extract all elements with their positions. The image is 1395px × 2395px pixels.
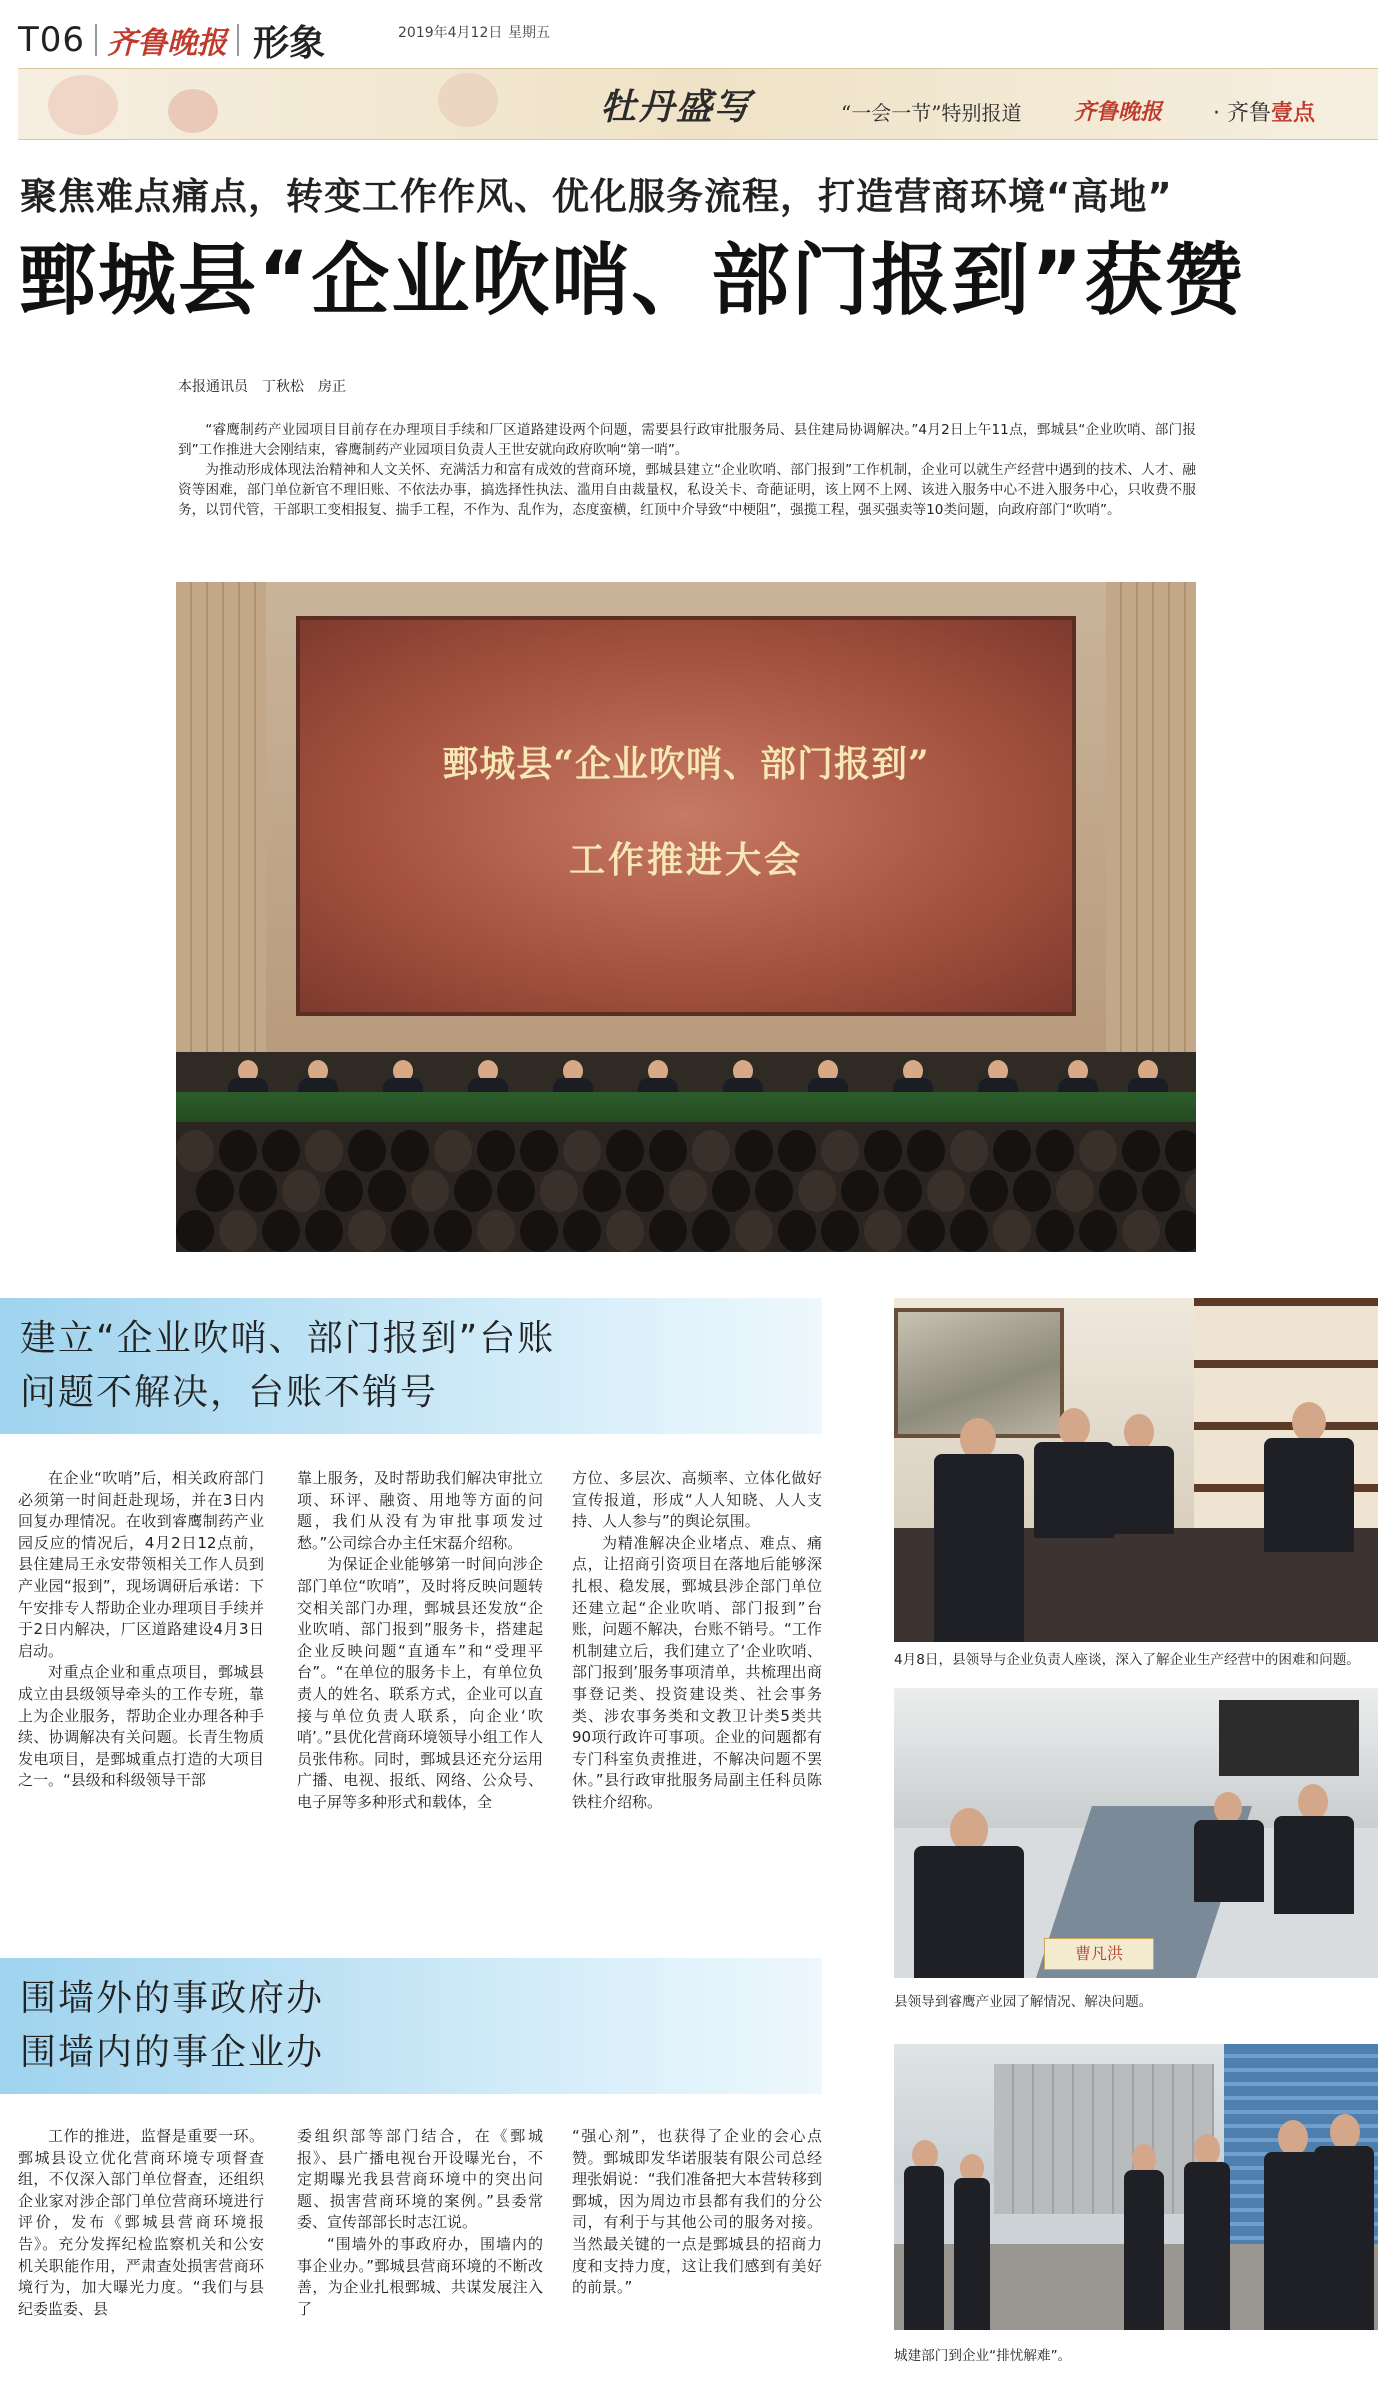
audience-member: [348, 1210, 386, 1252]
audience-member: [176, 1210, 214, 1252]
paragraph: 委组织部等部门结合，在《鄄城报》、县广播电视台开设曝光台，不定期曝光我县营商环境中的突出问题、损害营商环境的案例。”县委常委、宣传部部长时志江说。: [297, 2127, 543, 2232]
audience-member: [520, 1130, 558, 1172]
audience-member: [325, 1170, 363, 1212]
audience-member: [1079, 1210, 1117, 1252]
person: [1274, 1784, 1354, 1914]
audience-member: [434, 1210, 472, 1252]
audience-member: [884, 1170, 922, 1212]
audience-member: [993, 1210, 1031, 1252]
meeting-photo: [894, 1298, 1378, 1642]
paragraph: 靠上服务，及时帮助我们解决审批立项、环评、融资、用地等方面的问题，我们从没有为审批事项发过愁。”公司综合办主任宋磊介绍称。: [297, 1469, 543, 1552]
audience-member: [626, 1170, 664, 1212]
audience-member: [1185, 1170, 1196, 1212]
screen-text: 鄄城县“企业吹哨、部门报到”: [442, 743, 930, 785]
masthead: [18, 14, 1378, 66]
audience-member: [176, 1130, 214, 1172]
audience-member: [1142, 1170, 1180, 1212]
audience-member: [540, 1170, 578, 1212]
audience-member: [606, 1210, 644, 1252]
wall-screen: [1219, 1700, 1359, 1776]
text-column: [572, 2126, 822, 2299]
audience-member: [649, 1210, 687, 1252]
section-heading-line: 建立“企业吹哨、部门报到”台账: [20, 1318, 556, 1359]
app-logo-prefix: · 齐鲁: [1213, 101, 1271, 126]
newspaper-logo: 齐鲁晚报: [107, 26, 228, 61]
issue-date: 2019年4月12日: [398, 25, 503, 41]
audience-member: [262, 1210, 300, 1252]
rostrum-table: [176, 1092, 1196, 1122]
person: [1264, 2120, 1320, 2330]
audience-member: [1079, 1130, 1117, 1172]
issue-weekday: 星期五: [508, 25, 550, 41]
audience-member: [454, 1170, 492, 1212]
audience-member: [219, 1130, 257, 1172]
audience-member: [1122, 1130, 1160, 1172]
audience-member: [391, 1210, 429, 1252]
audience-member: [391, 1130, 429, 1172]
audience-member: [712, 1170, 750, 1212]
audience-member: [735, 1210, 773, 1252]
text-column: [18, 1468, 264, 1792]
paragraph: 为精准解决企业堵点、难点、痛点，让招商引资项目在落地后能够深扎根、稳发展，鄄城县涉企部门单位还建立起“企业吹哨、部门报到”台账，问题不解决，台账不销号。“工作机制建立后，我们建立了‘企业吹哨、部门报到’服务事项清单，共梳理出商事登记类、投资建设类、社会事务类、涉农事务类和文教卫计类5类共90项行政许可事项。企业的问题都有专门科室负责推进，不解决问题不罢休。”县行政审批服务局副主任科员陈铁柱介绍称。: [572, 1533, 822, 1811]
article-headline: 鄄城县“企业吹哨、部门报到”获赞: [18, 236, 1245, 326]
audience-member: [497, 1170, 535, 1212]
paragraph: 为保证企业能够第一时间向涉企部门单位“吹哨”，及时将反映问题转交相关部门办理，鄄城县还发放“企业吹哨、部门报到”服务卡，搭建起企业反映问题“直通车”和“受理平台”。“在单位的服务卡上，有单位负责人的姓名、联系方式，企业可以直接与单位负责人联系，向企业‘吹哨’。”县优化营商环境领导小组工作人员张伟称。同时，鄄城县还充分运用广播、电视、报纸、网络、公众号、电子屏等多种形式和载体，全: [297, 1555, 543, 1811]
photo-caption: 4月8日，县领导与企业负责人座谈，深入了解企业生产经营中的困难和问题。: [894, 1652, 1360, 1668]
audience-member: [563, 1130, 601, 1172]
audience-member: [477, 1210, 515, 1252]
audience-member: [520, 1210, 558, 1252]
audience-member: [196, 1170, 234, 1212]
peony-decoration: [48, 75, 118, 135]
lead-paragraph: “睿鹰制药产业园项目目前存在办理项目手续和厂区道路建设两个问题，需要县行政审批服务局、县住建局协调解决。”4月2日上午11点，鄄城县“企业吹哨、部门报到”工作推进大会刚结束，睿鹰制药产业园项目负责人王世安就向政府吹响“第一哨”。: [178, 422, 1196, 458]
section-heading: [0, 1958, 822, 2094]
audience-member: [262, 1130, 300, 1172]
page-header: [18, 14, 1378, 140]
audience-member: [669, 1170, 707, 1212]
audience-member: [368, 1170, 406, 1212]
audience-member: [778, 1130, 816, 1172]
text-column: [297, 2126, 543, 2320]
audience-member: [735, 1130, 773, 1172]
name-card-text: 曹凡洪: [1074, 1944, 1123, 1963]
audience-member: [606, 1130, 644, 1172]
article-subhead: 聚焦难点痛点，转变工作作风、优化服务流程，打造营商环境“高地”: [20, 175, 1173, 218]
person: [1034, 1408, 1114, 1538]
audience-member: [907, 1130, 945, 1172]
banner-app-logo: [1213, 96, 1315, 127]
audience-member: [563, 1210, 601, 1252]
section-heading-line: 围墙外的事政府办: [20, 1978, 325, 2019]
audience-member: [219, 1210, 257, 1252]
audience-member: [1165, 1210, 1196, 1252]
conference-photo: [176, 582, 1196, 1252]
photo-wall-panel: [1106, 582, 1196, 1052]
audience-member: [1165, 1130, 1196, 1172]
person: [954, 2154, 990, 2330]
audience-member: [282, 1170, 320, 1212]
section-heading-line: 围墙内的事企业办: [20, 2032, 325, 2073]
divider: [237, 24, 239, 56]
person: [1104, 1414, 1174, 1534]
audience-member: [993, 1130, 1031, 1172]
audience-member: [907, 1210, 945, 1252]
section-name: 形象: [253, 22, 326, 64]
divider: [95, 24, 97, 56]
paragraph: “强心剂”，也获得了企业的会心点赞。鄄城即发华诺服装有限公司总经理张娟说：“我们准备把大本营转移到鄄城，因为周边市县都有我们的分公司，有利于与其他公司的服务对接。当然最关键的一点是鄄城县的招商力度和支持力度，这让我们感到有美好的前景。”: [572, 2127, 822, 2297]
lead-paragraph: 为推动形成体现法治精神和人文关怀、充满活力和富有成效的营商环境，鄄城县建立“企业吹哨、部门报到”工作机制，企业可以就生产经营中遇到的技术、人才、融资等困难，部门单位新官不理旧账、不依法办事，搞选择性执法、滥用自由裁量权，私设关卡、奇葩证明，该上网不上网、该进入服务中心不进入服务中心，只收费不服务，以罚代管，干部职工变相报复、揣手工程，不作为、乱作为，态度蛮横，红顶中介导致“中梗阻”，强揽工程，强买强卖等10类问题，向政府部门“吹哨”。: [178, 462, 1196, 518]
audience-member: [1056, 1170, 1094, 1212]
audience-member: [692, 1210, 730, 1252]
audience-member: [1036, 1130, 1074, 1172]
audience: [176, 1122, 1196, 1252]
audience-member: [305, 1210, 343, 1252]
audience-member: [692, 1130, 730, 1172]
screen-text: 工作推进大会: [568, 839, 803, 881]
audience-member: [1036, 1210, 1074, 1252]
audience-member: [239, 1170, 277, 1212]
site-visit-photo: [894, 2044, 1378, 2330]
section-heading: [0, 1298, 822, 1434]
conference-screen: [296, 616, 1076, 1016]
audience-member: [434, 1130, 472, 1172]
audience-member: [798, 1170, 836, 1212]
name-card: [1044, 1938, 1154, 1970]
meeting-photo: [894, 1688, 1378, 1978]
peony-decoration: [438, 73, 498, 127]
audience-member: [305, 1130, 343, 1172]
person: [1314, 2114, 1374, 2330]
paragraph: 对重点企业和重点项目，鄄城县成立由县级领导牵头的工作专班，靠上为企业服务，帮助企业办理各种手续、协调解决有关问题。长青生物质发电项目，是鄄城重点打造的大项目之一。“县级和科级领导干部: [18, 1663, 264, 1790]
person: [934, 1418, 1024, 1642]
audience-member: [821, 1130, 859, 1172]
paragraph: 在企业“吹哨”后，相关政府部门必须第一时间赶赴现场，并在3日内回复办理情况。在收到睿鹰制药产业园反应的情况后，4月2日12点前，县住建局王永安带领相关工作人员到产业园“报到”，现场调研后承诺：下午安排专人帮助企业办理项目手续并于2日内解决，厂区道路建设4月3日启动。: [18, 1469, 264, 1660]
audience-member: [1122, 1210, 1160, 1252]
banner-logo: 齐鲁晚报: [1074, 99, 1163, 125]
audience-member: [755, 1170, 793, 1212]
person: [1184, 2134, 1230, 2330]
article-lead: [178, 420, 1196, 520]
audience-member: [864, 1210, 902, 1252]
person: [904, 2140, 944, 2330]
audience-member: [477, 1130, 515, 1172]
audience-member: [821, 1210, 859, 1252]
special-report-banner: [18, 68, 1378, 140]
audience-member: [927, 1170, 965, 1212]
text-column: [572, 1468, 822, 1814]
person: [1194, 1792, 1264, 1902]
person: [1264, 1402, 1354, 1552]
text-column: [18, 2126, 264, 2320]
peony-decoration: [168, 89, 218, 133]
audience-member: [583, 1170, 621, 1212]
photo-wall-panel: [176, 582, 266, 1052]
photo-caption: 县领导到睿鹰产业园了解情况、解决问题。: [894, 1994, 1153, 2010]
byline: 本报通讯员 丁秋松 房正: [178, 379, 346, 395]
paragraph: 方位、多层次、高频率、立体化做好宣传报道，形成“人人知晓、人人支持、人人参与”的舆论氛围。: [572, 1469, 822, 1531]
person: [1124, 2144, 1164, 2330]
audience-member: [1099, 1170, 1137, 1212]
audience-member: [778, 1210, 816, 1252]
photo-caption: 城建部门到企业“排忧解难”。: [894, 2348, 1072, 2364]
banner-title: 牡丹盛写: [600, 86, 753, 128]
paragraph: “围墙外的事政府办，围墙内的事企业办。”鄄城县营商环境的不断改善，为企业扎根鄄城、共谋发展注入了: [297, 2234, 543, 2318]
banner-subtitle: “一会一节”特别报道: [841, 101, 1022, 125]
audience-member: [649, 1130, 687, 1172]
audience-member: [1013, 1170, 1051, 1212]
audience-member: [411, 1170, 449, 1212]
factory-building: [994, 2064, 1214, 2214]
audience-member: [864, 1130, 902, 1172]
audience-member: [970, 1170, 1008, 1212]
person: [914, 1808, 1024, 1978]
paragraph: 工作的推进，监督是重要一环。鄄城县设立优化营商环境专项督查组，不仅深入部门单位督查，还组织企业家对涉企部门单位营商环境进行评价，发布《鄄城县营商环境报告》。充分发挥纪检监察机关和公安机关职能作用，严肃查处损害营商环境行为，加大曝光力度。“我们与县纪委监委、县: [18, 2127, 264, 2318]
text-column: [297, 1468, 543, 1814]
section-heading-line: 问题不解决，台账不销号: [20, 1372, 439, 1413]
page-number: T06: [18, 20, 86, 60]
audience-member: [841, 1170, 879, 1212]
app-logo-suffix: 壹点: [1271, 101, 1316, 126]
audience-member: [950, 1210, 988, 1252]
audience-member: [348, 1130, 386, 1172]
audience-member: [950, 1130, 988, 1172]
